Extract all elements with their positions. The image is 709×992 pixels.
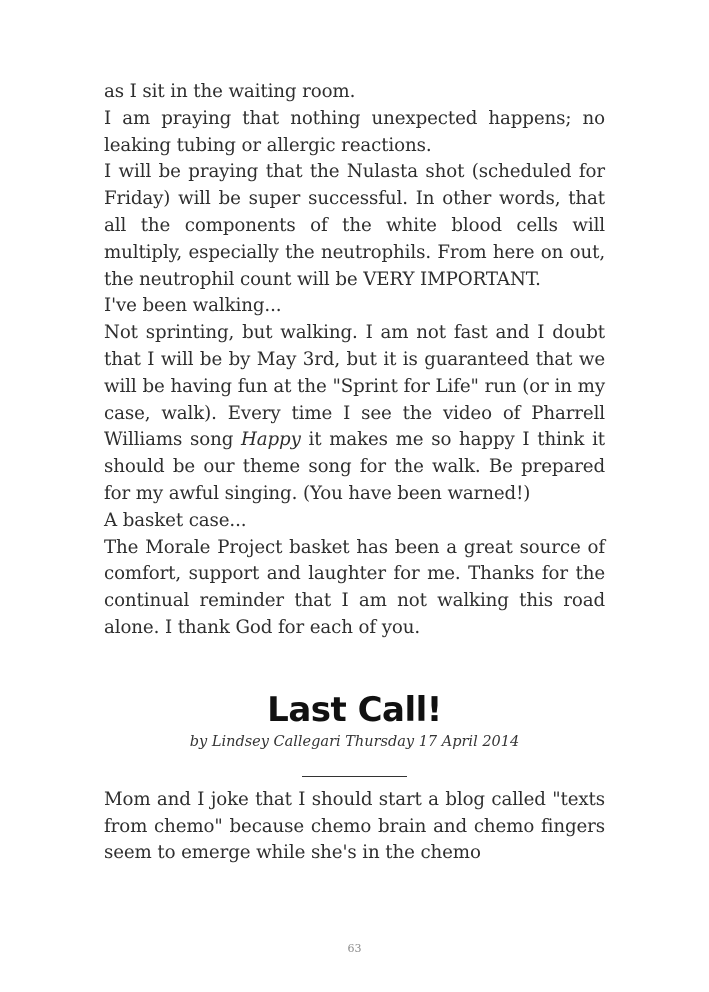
paragraph-morale-project: The Morale Project basket has been a great source of comfort, support and laughter for me. Thanks for the continual reminder that I am not walking this road alone. I thank God for each of you. (104, 536, 605, 638)
sprint-text-part-2: it makes me so happy I think it should be our theme song for the walk. Be prepared for my awful singing. (You have been warned!) (104, 429, 605, 504)
page-number: 63 (347, 942, 362, 955)
post-byline: by Lindsey Callegari Thursday 17 April 2014 (189, 733, 520, 750)
paragraph-sprint-for-life (104, 320, 605, 508)
paragraph-nulasta-shot: I will be praying that the Nulasta shot (scheduled for Friday) will be super successful. In other words, that all the components of the white blood cells will multiply, especially the neutrophils. From here on out, the neutrophil count will be VERY IMPORTANT. (104, 161, 605, 290)
sprint-text-part-1: Not sprinting, but walking. I am not fast and I doubt that I will be by May 3rd, but it is guaranteed that we will be having fun at the "Sprint for Life" run (or in my case, walk). Every time I see the video of Pharrell Williams song (104, 322, 605, 451)
song-title-happy: Happy (241, 429, 301, 451)
heading-basket-case: A basket case... (104, 509, 247, 531)
divider-rule (302, 776, 407, 777)
paragraph-texts-from-chemo: Mom and I joke that I should start a blog called "texts from chemo" because chemo brain and chemo fingers seem to emerge while she's in the chemo (104, 788, 605, 864)
paragraph-praying: I am praying that nothing unexpected happens; no leaking tubing or allergic reactions. (104, 107, 605, 156)
paragraph-waiting-room: as I sit in the waiting room. (104, 81, 356, 102)
page-content (104, 79, 605, 867)
post-body (104, 787, 605, 867)
post-title: Last Call! (267, 689, 442, 730)
heading-walking: I've been walking... (104, 295, 282, 317)
